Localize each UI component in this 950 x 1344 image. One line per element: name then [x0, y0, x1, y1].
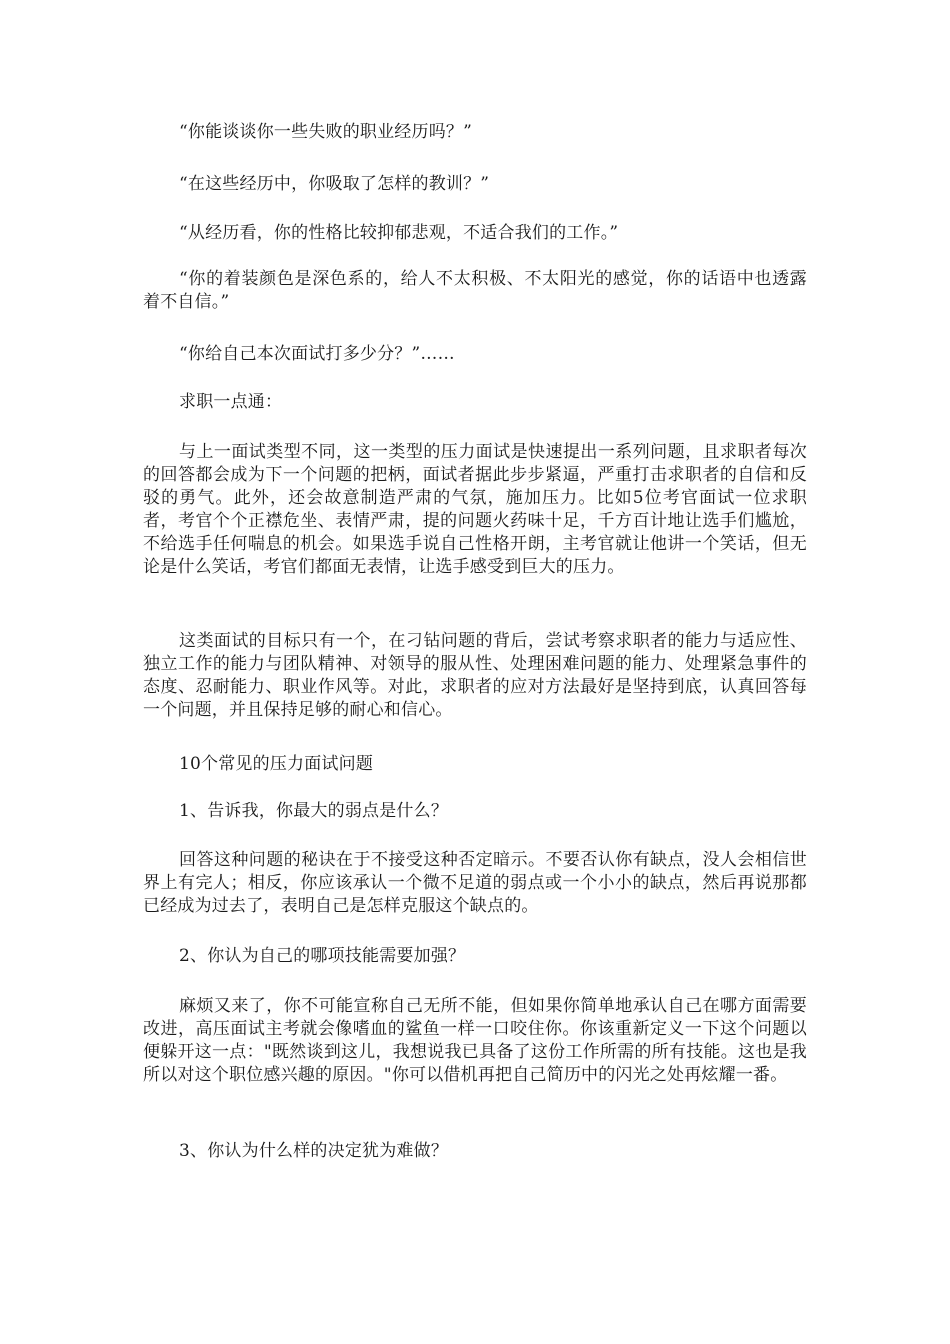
answer-2: 麻烦又来了，你不可能宣称自己无所不能，但如果你简单地承认自己在哪方面需要改进，高压面试主考就会像嗜血的鲨鱼一样一口咬住你。你该重新定义一下这个问题以便躲开这一点："既然谈到这儿，我想说我已具备了这份工作所需的所有技能。这也是我所以对这个职位感兴趣的原因。"你可以借机再把自己简历中的闪光之处再炫耀一番。 [143, 996, 807, 1085]
quote-personality: “从经历看，你的性格比较抑郁悲观，不适合我们的工作。” [179, 223, 619, 243]
question-1: 1、告诉我，你最大的弱点是什么？ [179, 801, 449, 821]
question-3: 3、你认为什么样的决定犹为难做？ [179, 1141, 449, 1161]
quote-self-score: “你给自己本次面试打多少分？”…… [179, 344, 455, 364]
section-common-questions-heading: 10个常见的压力面试问题 [179, 754, 374, 774]
quote-failed-experience: “你能谈谈你一些失败的职业经历吗？” [179, 122, 472, 142]
quote-clothing: “你的着装颜色是深色系的，给人不太积极、不太阳光的感觉，你的话语中也透露着不自信。” [143, 269, 807, 312]
quote-lessons-learned: “在这些经历中，你吸取了怎样的教训？” [179, 174, 490, 194]
answer-1: 回答这种问题的秘诀在于不接受这种否定暗示。不要否认你有缺点，没人会相信世界上有完人；相反，你应该承认一个微不足道的弱点或一个小小的缺点，然后再说那都已经成为过去了，表明自己是怎样克服这个缺点的。 [143, 850, 807, 916]
question-2: 2、你认为自己的哪项技能需要加强？ [179, 946, 466, 966]
paragraph-pressure-interview: 与上一面试类型不同，这一类型的压力面试是快速提出一系列问题，且求职者每次的回答都会成为下一个问题的把柄，面试者据此步步紧逼，严重打击求职者的自信和反驳的勇气。此外，还会故意制造严肃的气氛，施加压力。比如5位考官面试一位求职者，考官个个正襟危坐、表情严肃，提的问题火药味十足，千方百计地让选手们尴尬，不给选手任何喘息的机会。如果选手说自己性格开朗，主考官就让他讲一个笑话，但无论是什么笑话，考官们都面无表情，让选手感受到巨大的压力。 [143, 442, 807, 577]
paragraph-interview-goal: 这类面试的目标只有一个，在刁钻问题的背后，尝试考察求职者的能力与适应性、独立工作的能力与团队精神、对领导的服从性、处理困难问题的能力、处理紧急事件的态度、忍耐能力、职业作风等。对此，求职者的应对方法最好是坚持到底，认真回答每一个问题，并且保持足够的耐心和信心。 [143, 631, 807, 720]
section-tips-heading: 求职一点通： [179, 392, 283, 412]
